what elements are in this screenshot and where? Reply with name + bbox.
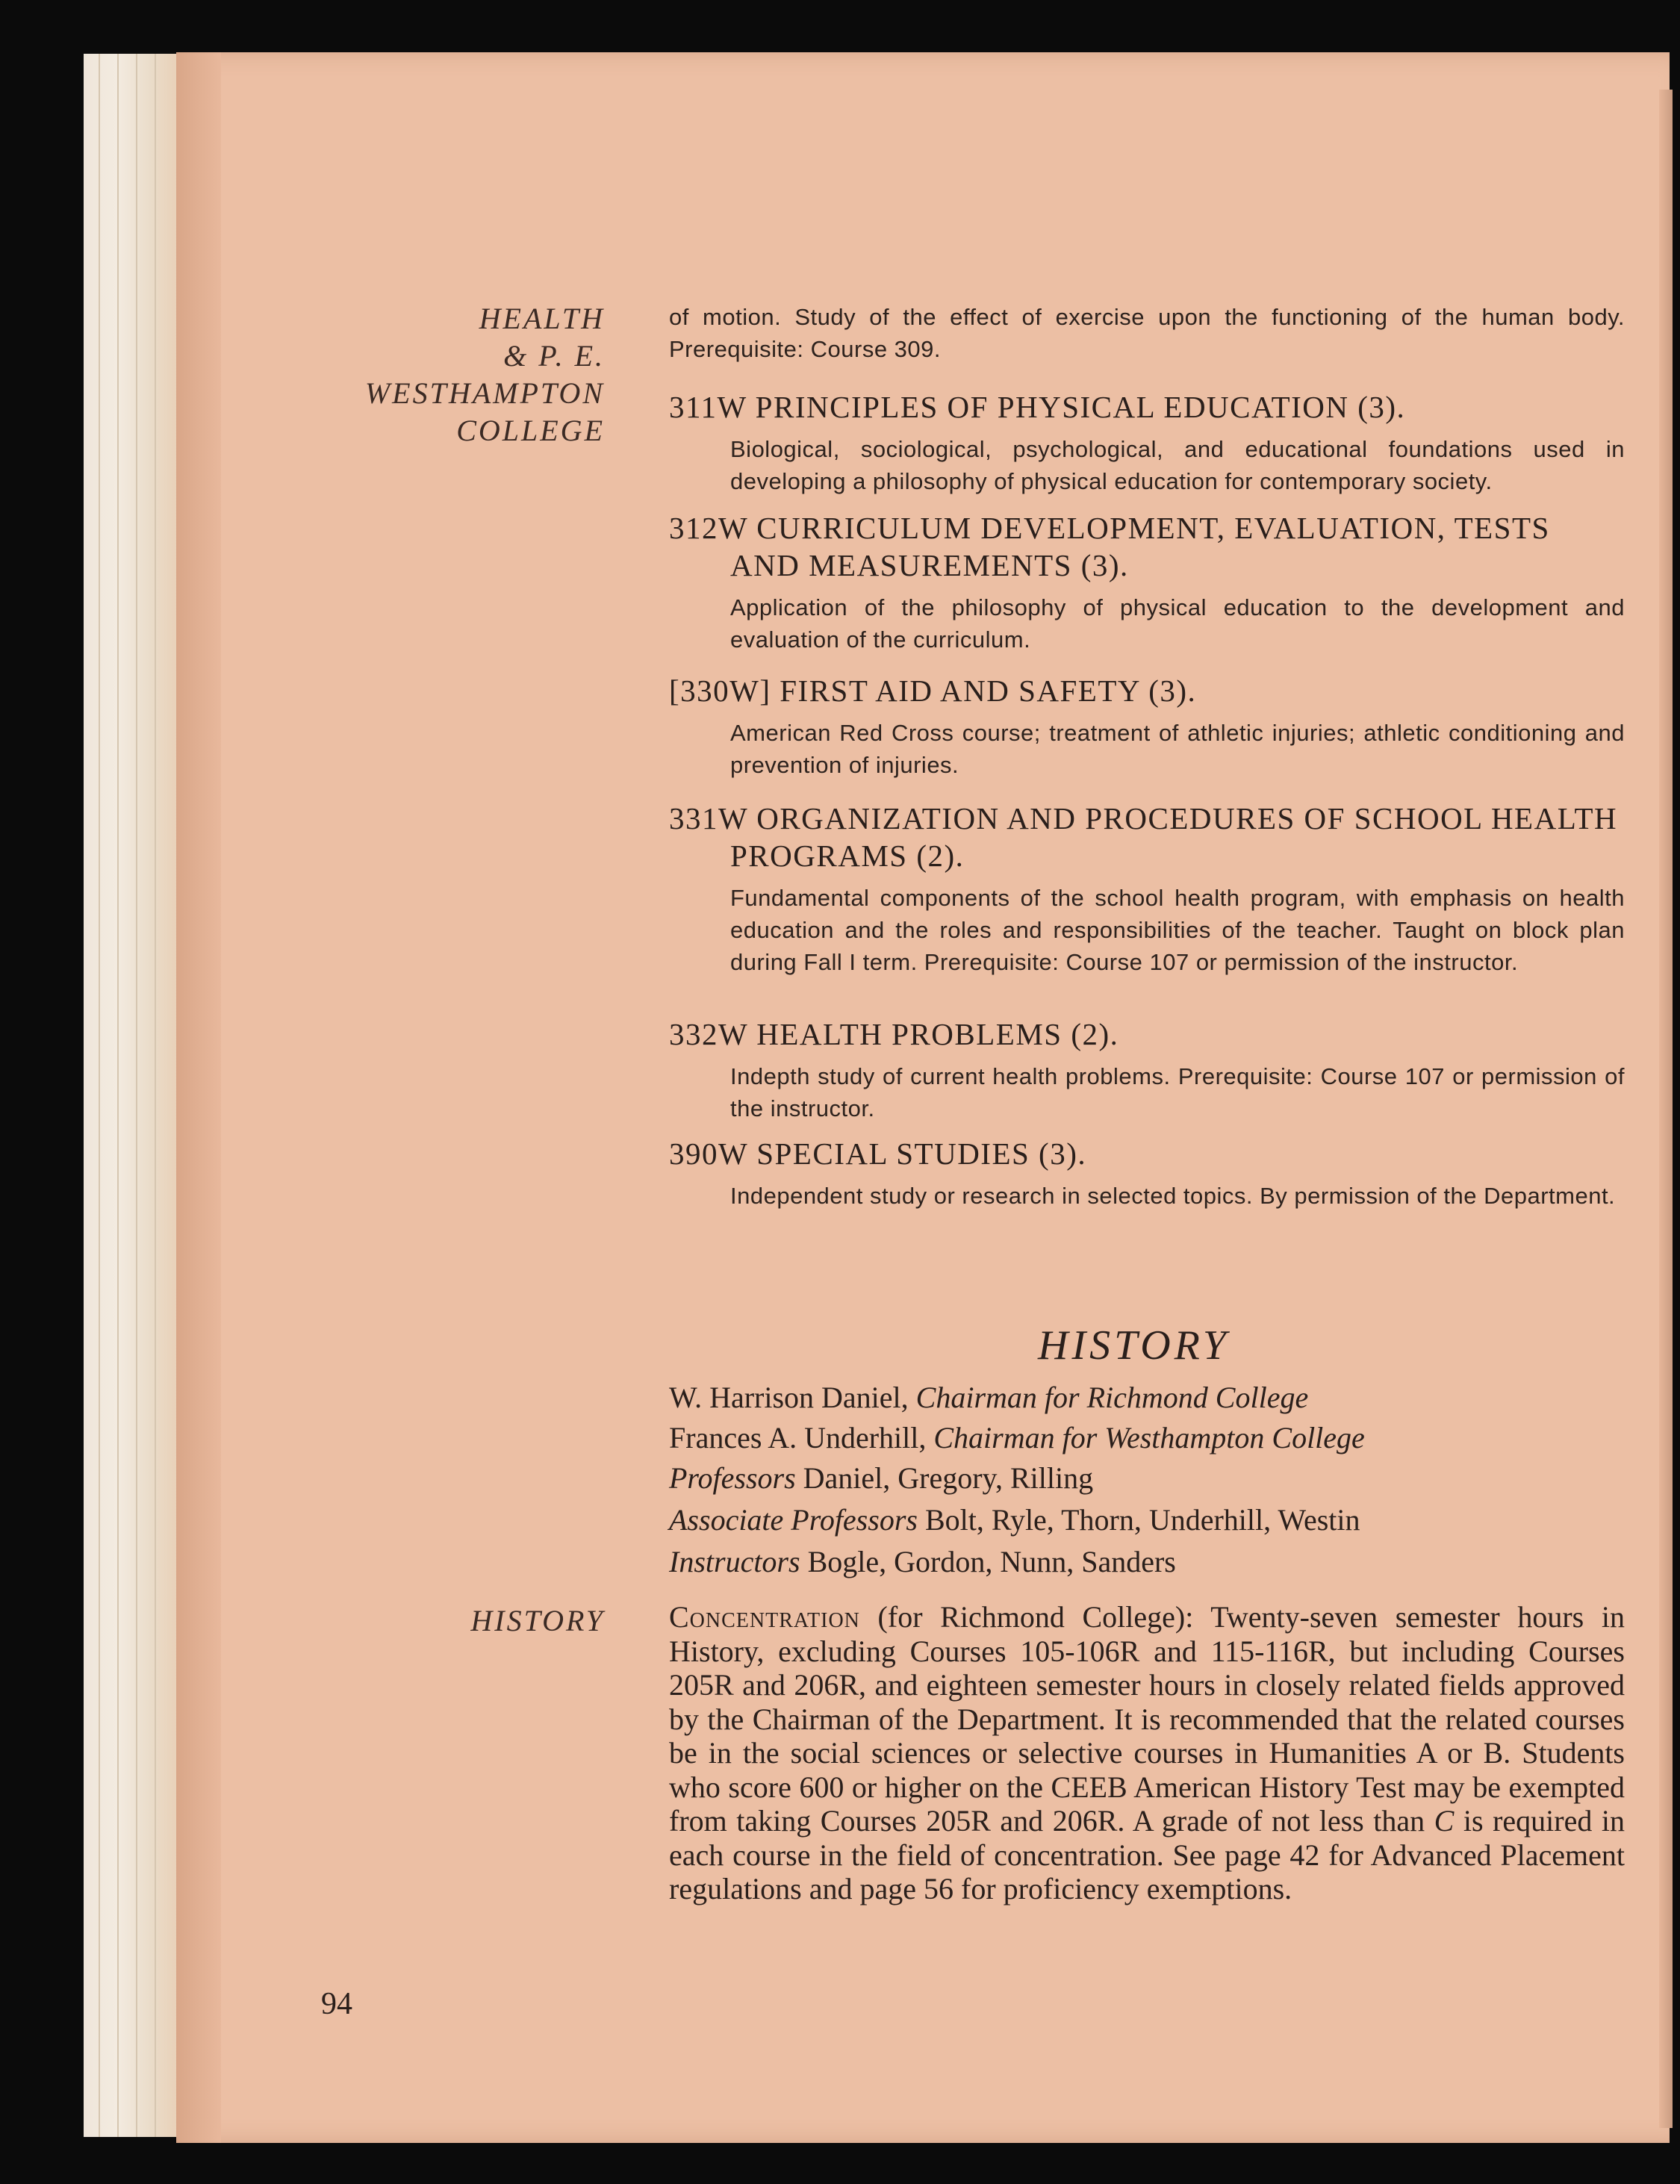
course-title: 312W CURRICULUM DEVELOPMENT, EVALUATION, TESTS AND MEASUREMENTS (3). bbox=[669, 511, 1550, 582]
concentration-paragraph bbox=[669, 1600, 1625, 1906]
course-description: Biological, sociological, psychological, and educational foundations used in developing a philosophy of physical education for contemporary society. bbox=[730, 436, 1625, 494]
course-390w bbox=[669, 1135, 1625, 1212]
course-description: Fundamental components of the school health program, with emphasis on health education and the roles and responsibilities of the teacher. Taught on block plan during Fall I term. Prerequisite: Course 107 or permission of the instructor. bbox=[730, 885, 1625, 975]
staff-names: Bogle, Gordon, Nunn, Sanders bbox=[807, 1545, 1176, 1578]
margin-heading-line: HISTORY bbox=[470, 1604, 605, 1637]
course-330w bbox=[669, 672, 1625, 781]
page-gutter bbox=[176, 52, 221, 2143]
course-title: 332W HEALTH PROBLEMS (2). bbox=[669, 1017, 1119, 1051]
course-description: American Red Cross course; treatment of athletic injuries; athletic conditioning and prevention of injuries. bbox=[730, 720, 1625, 778]
margin-heading-line: & P. E. bbox=[503, 339, 605, 373]
staff-role: Instructors bbox=[669, 1545, 800, 1578]
concentration-text: is required in each course in the field of concentration. See page 42 for Advanced Placement regulations and page 56 for proficiency exemptions. bbox=[669, 1804, 1625, 1905]
page-right-edge bbox=[1659, 90, 1673, 2128]
staff-line-professors bbox=[669, 1460, 1093, 1496]
margin-heading-history bbox=[470, 1602, 605, 1640]
course-331w bbox=[669, 800, 1625, 978]
staff-line-chairman-westhampton bbox=[669, 1420, 1365, 1455]
course-title: 311W PRINCIPLES OF PHYSICAL EDUCATION (3). bbox=[669, 390, 1406, 424]
staff-names: Frances A. Underhill, bbox=[669, 1421, 927, 1455]
department-title: HISTORY bbox=[1038, 1322, 1231, 1369]
staff-role: Associate Professors bbox=[669, 1503, 918, 1537]
page-number: 94 bbox=[321, 1987, 352, 2021]
staff-names: Daniel, Gregory, Rilling bbox=[803, 1461, 1094, 1495]
concentration-text: (for Richmond College): Twenty-seven semester hours in History, excluding Courses 105-106R and 115-116R, but including Courses 205R and 206R, and eighteen semester hours in closely related fields approved by the Chairman of the Department. It is recommended that the related courses be in the social sciences or selective courses in Humanities A or B. Students who score 600 or higher on the CEEB American History Test may be exempted from taking Courses 205R and 206R. A grade of not less than bbox=[669, 1600, 1625, 1838]
staff-role: Professors bbox=[669, 1461, 796, 1495]
concentration-label: Concentration bbox=[669, 1600, 860, 1634]
staff-line-instructors bbox=[669, 1544, 1176, 1579]
staff-names: Bolt, Ryle, Thorn, Underhill, Westin bbox=[924, 1503, 1360, 1537]
staff-role: Chairman for Richmond College bbox=[915, 1381, 1309, 1414]
concentration-grade: C bbox=[1434, 1804, 1455, 1838]
course-312w bbox=[669, 509, 1625, 656]
margin-heading-line: COLLEGE bbox=[456, 414, 605, 447]
course-title: 390W SPECIAL STUDIES (3). bbox=[669, 1136, 1087, 1171]
margin-heading-line: WESTHAMPTON bbox=[364, 376, 605, 410]
margin-heading-health bbox=[365, 300, 605, 449]
margin-heading-line: HEALTH bbox=[479, 302, 605, 335]
course-311w bbox=[669, 388, 1625, 497]
course-title: [330W] FIRST AID AND SAFETY (3). bbox=[669, 673, 1197, 708]
staff-names: W. Harrison Daniel, bbox=[669, 1381, 909, 1414]
course-description: Independent study or research in selected topics. By permission of the Department. bbox=[730, 1183, 1616, 1209]
staff-role: Chairman for Westhampton College bbox=[933, 1421, 1365, 1455]
course-description: Application of the philosophy of physical education to the development and evaluation of the curriculum. bbox=[730, 594, 1625, 653]
continued-description: of motion. Study of the effect of exercise upon the functioning of the human body. Prerequisite: Course 309. bbox=[669, 304, 1625, 362]
staff-line-chairman-richmond bbox=[669, 1380, 1308, 1415]
course-332w bbox=[669, 1015, 1625, 1124]
course-description: Indepth study of current health problems. Prerequisite: Course 107 or permission of the instructor. bbox=[730, 1063, 1625, 1121]
staff-line-associate-professors bbox=[669, 1502, 1360, 1537]
course-title: 331W ORGANIZATION AND PROCEDURES OF SCHOOL HEALTH PROGRAMS (2). bbox=[669, 801, 1618, 873]
